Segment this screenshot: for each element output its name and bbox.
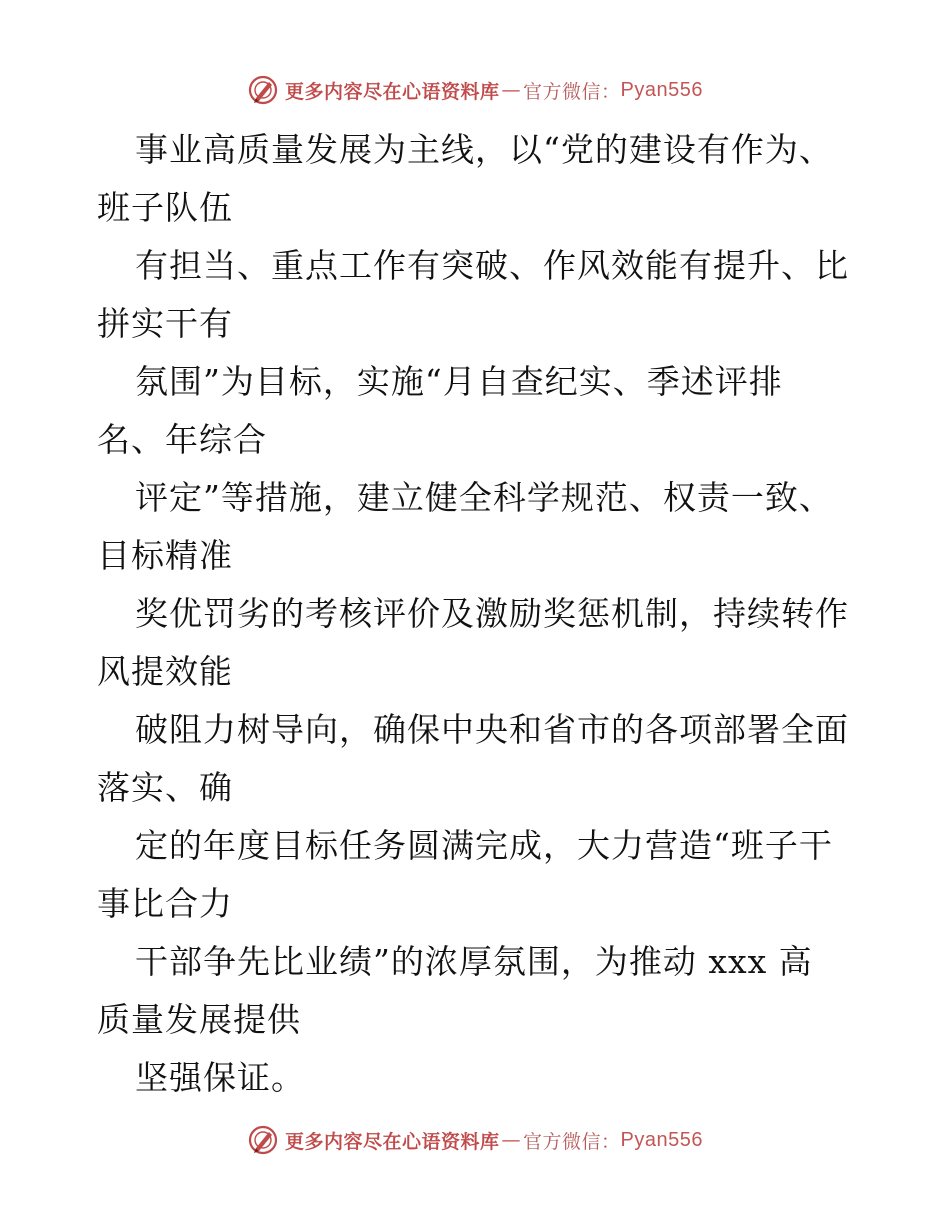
body-line-5: 氛围”为目标，实施“月自查纪实、季述评排 [135,362,783,401]
body-line-4: 拼实干有 [97,304,233,343]
pen-logo-icon [247,74,279,106]
body-line-15: 干部争先比业绩”的浓厚氛围，为推动 xxx 高 [135,942,813,981]
banner-wechat-id: Pyan556 [620,1128,703,1151]
banner-dash: — [501,79,522,101]
header-watermark-banner [0,70,950,110]
body-line-12: 落实、确 [97,768,233,807]
body-line-17: 坚强保证。 [135,1058,305,1097]
banner-lead-text: 更多内容尽在心语资料库 [285,1130,500,1153]
body-line-9: 奖优罚劣的考核评价及激励奖惩机制，持续转作 [135,594,849,633]
footer-watermark-banner [0,1120,950,1160]
body-line-7: 评定”等措施，建立健全科学规范、权责一致、 [135,478,833,517]
body-line-14: 事比合力 [97,884,233,923]
document-body [97,121,877,1107]
body-line-2: 班子队伍 [97,188,233,227]
banner-wechat-id: Pyan556 [620,78,703,101]
banner-wechat-label: 官方微信： [523,80,621,103]
body-line-6: 名、年综合 [97,420,267,459]
body-line-1: 事业高质量发展为主线，以“党的建设有作为、 [135,130,833,169]
pen-logo-icon [247,1124,279,1156]
body-line-10: 风提效能 [97,652,233,691]
banner-lead-text: 更多内容尽在心语资料库 [285,80,500,103]
body-line-13: 定的年度目标任务圆满完成，大力营造“班子干 [135,826,833,865]
body-line-16: 质量发展提供 [97,1000,301,1039]
body-line-11: 破阻力树导向，确保中央和省市的各项部署全面 [135,710,849,749]
body-line-8: 目标精准 [97,536,233,575]
banner-wechat-label: 官方微信： [523,1130,621,1153]
banner-dash: — [501,1129,522,1151]
body-line-3: 有担当、重点工作有突破、作风效能有提升、比 [135,246,849,285]
